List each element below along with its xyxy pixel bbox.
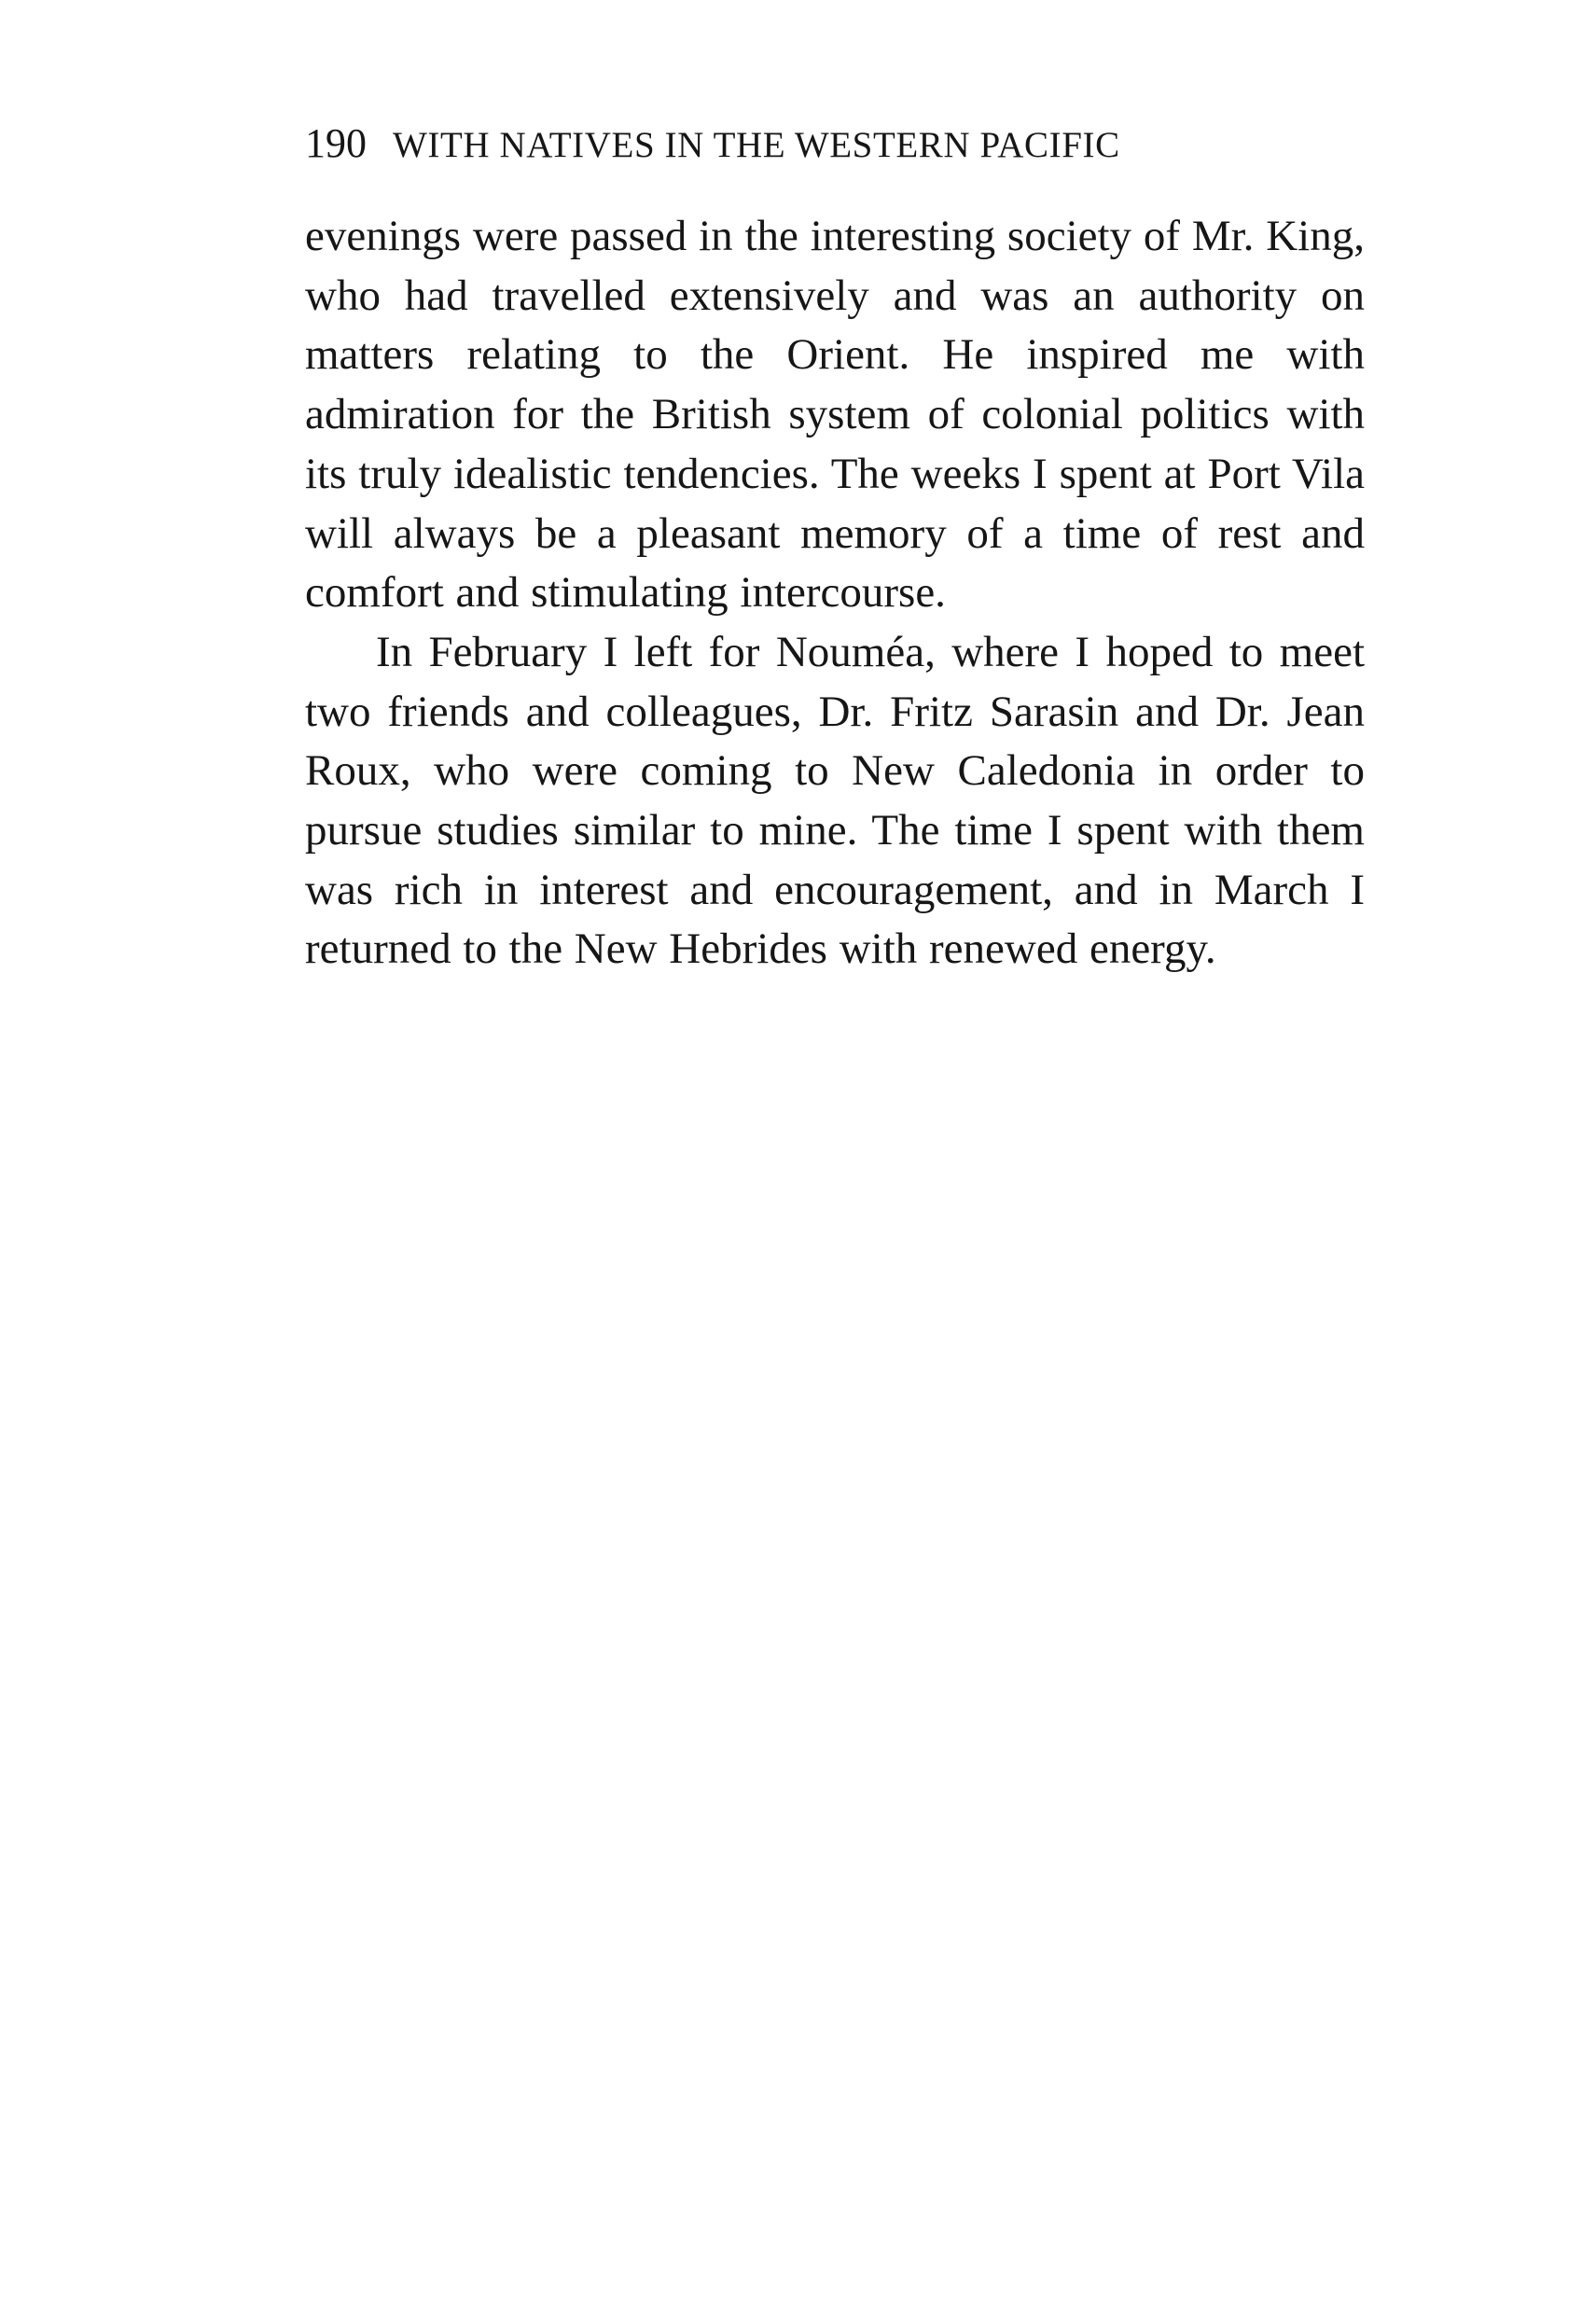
page-number: 190 — [305, 120, 367, 166]
paragraph-noumea: In February I left for Nouméa, where I hoped to meet two friends and colleagues, Dr. Fritz Sarasin and Dr. Jean Roux, who were coming to New Caledonia in order to pursue studies similar to mine. The time I spent with them was rich in interest and encouragement, and in March I returned to the New Hebrides with renewed energy. — [305, 627, 1365, 974]
running-title: WITH NATIVES IN THE WESTERN PACIFIC — [393, 125, 1120, 165]
body-text — [305, 207, 1365, 980]
running-head — [305, 119, 1365, 175]
paragraph-port-vila: evenings were passed in the interesting society of Mr. King, who had travelled extensively and was an authority on matters relating to the Orient. He inspired me with admiration for the British system of colonial politics with its truly idealistic tendencies. The weeks I spent at Port Vila will always be a pleasant memory of a time of rest and comfort and stimulating intercourse. — [305, 212, 1365, 618]
